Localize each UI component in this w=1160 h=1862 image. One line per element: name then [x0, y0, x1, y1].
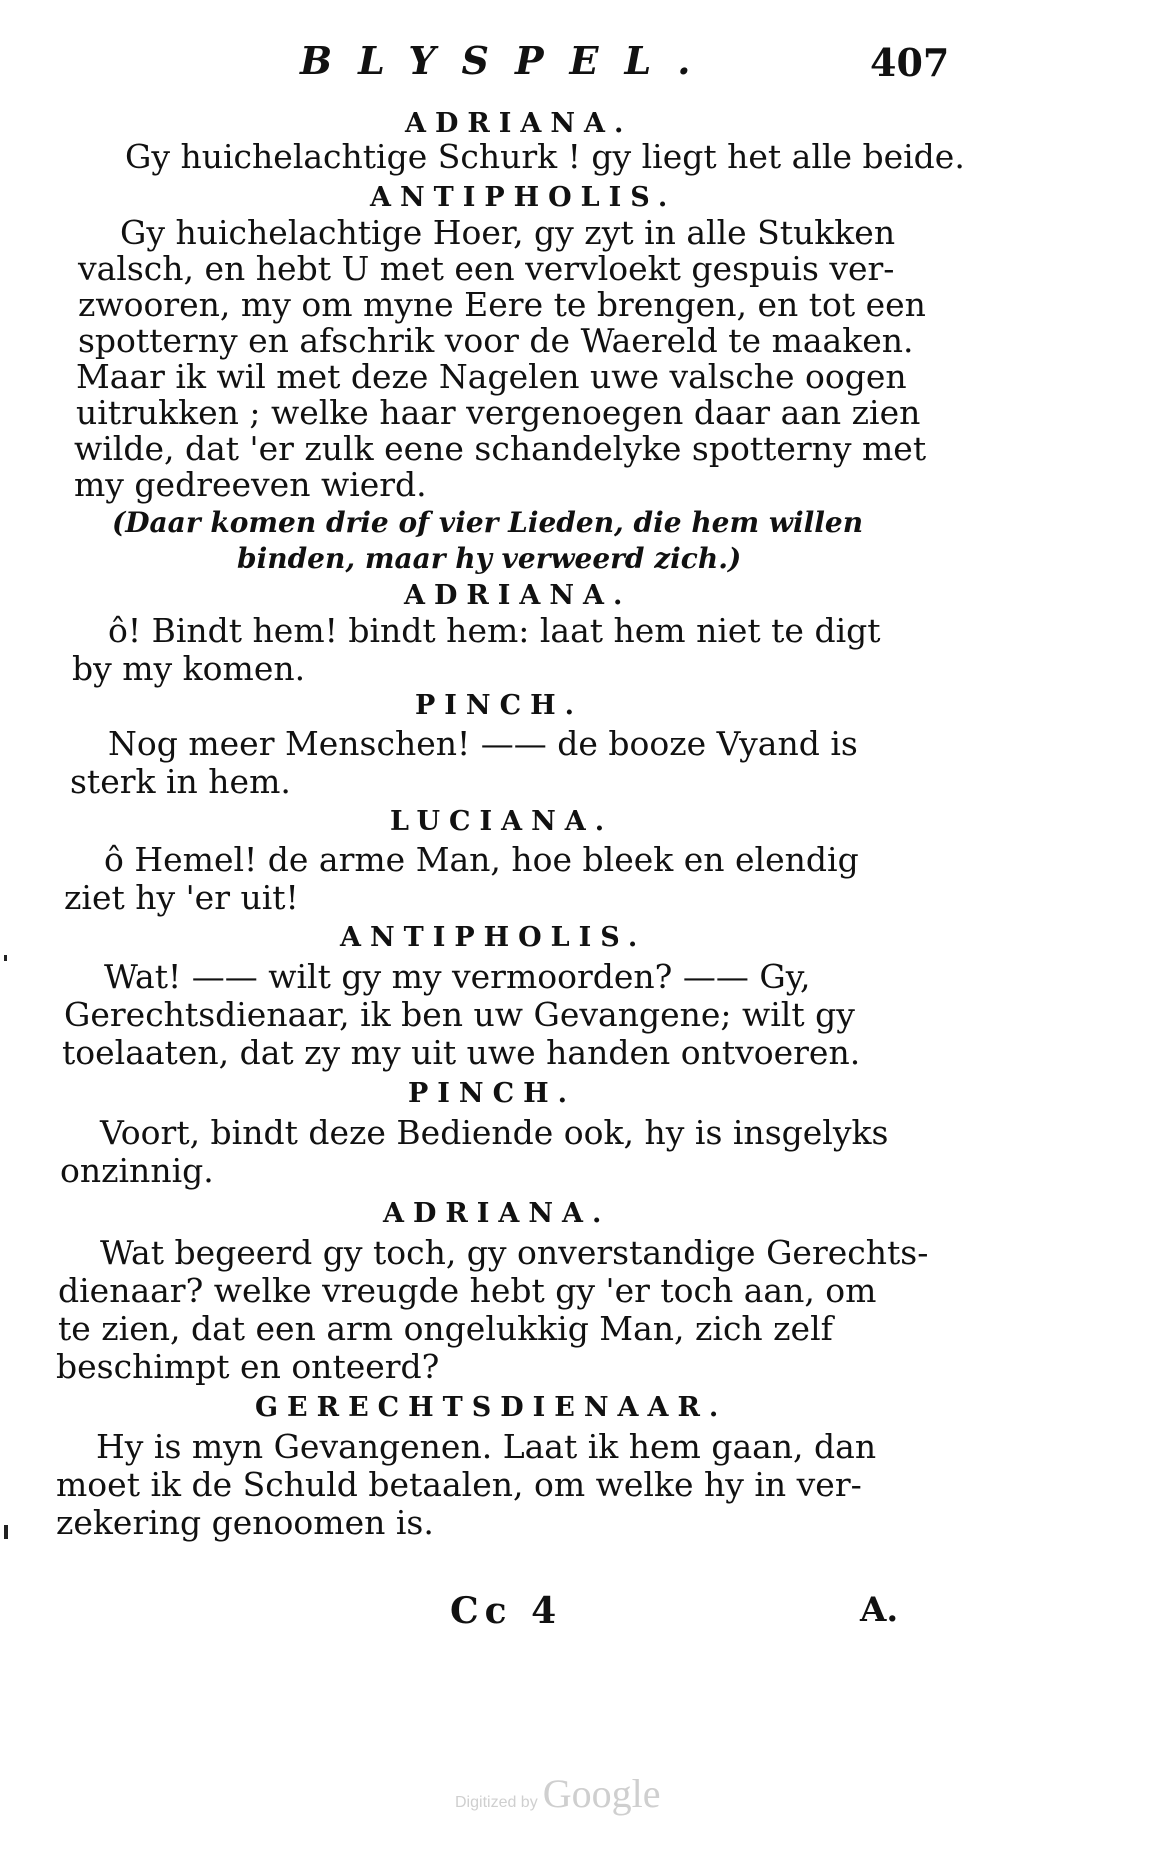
- text-line: te zien, dat een arm ongelukkig Man, zich zelf: [58, 1309, 833, 1348]
- catchword: A.: [860, 1590, 899, 1630]
- signature-mark: Cc 4: [450, 1590, 563, 1632]
- text-line: uitrukken ; welke haar vergenoegen daar aan zien: [76, 393, 921, 432]
- speaker-name: PINCH.: [408, 1078, 577, 1109]
- text-line: Wat! —— wilt gy my vermoorden? —— Gy,: [104, 957, 811, 996]
- stage-direction: (Daar komen drie of vier Lieden, die hem willen: [112, 506, 864, 539]
- margin-speck: [4, 1525, 8, 1539]
- speaker-name: LUCIANA.: [390, 806, 614, 837]
- text-line: spotterny en afschrik voor de Waereld te maaken.: [78, 321, 914, 360]
- text-line: Gerechtsdienaar, ik ben uw Gevangene; wilt gy: [64, 995, 855, 1034]
- text-line: by my komen.: [72, 649, 306, 688]
- page-number: 407: [870, 40, 950, 85]
- speaker-name: ADRIANA.: [404, 580, 632, 611]
- text-line: Nog meer Menschen! —— de booze Vyand is: [108, 724, 858, 763]
- speaker-name: PINCH.: [415, 690, 584, 721]
- watermark-logo-text: Google: [542, 1771, 661, 1816]
- text-line: wilde, dat 'er zulk eene schandelyke spotterny met: [74, 429, 927, 468]
- digitized-watermark: [455, 1770, 661, 1817]
- text-line: my gedreeven wierd.: [74, 465, 427, 504]
- text-line: zekering genoomen is.: [56, 1503, 434, 1542]
- text-line: zwooren, my om myne Eere te brengen, en tot een: [78, 285, 926, 324]
- text-line: ô Hemel! de arme Man, hoe bleek en elendig: [104, 840, 859, 879]
- text-line: sterk in hem.: [70, 762, 291, 801]
- text-line: Maar ik wil met deze Nagelen uwe valsche oogen: [76, 357, 907, 396]
- text-line: Gy huichelachtige Schurk ! gy liegt het alle beide.: [125, 137, 965, 176]
- text-line: ziet hy 'er uit!: [64, 878, 299, 917]
- speaker-name: ADRIANA.: [383, 1198, 611, 1229]
- text-line: moet ik de Schuld betaalen, om welke hy in ver-: [56, 1465, 862, 1504]
- speaker-name: GERECHTSDIENAAR.: [255, 1392, 728, 1423]
- speaker-name: ANTIPHOLIS.: [370, 182, 677, 213]
- text-line: Wat begeerd gy toch, gy onverstandige Gerechts-: [100, 1233, 929, 1272]
- text-line: Gy huichelachtige Hoer, gy zyt in alle Stukken: [120, 213, 896, 252]
- text-line: ô! Bindt hem! bindt hem: laat hem niet te digt: [108, 611, 881, 650]
- running-title: BLYSPEL.: [300, 38, 717, 83]
- text-line: valsch, en hebt U met een vervloekt gespuis ver-: [78, 249, 895, 288]
- text-line: onzinnig.: [60, 1151, 214, 1190]
- speaker-name: ANTIPHOLIS.: [340, 922, 647, 953]
- text-line: toelaaten, dat zy my uit uwe handen ontvoeren.: [62, 1033, 861, 1072]
- speaker-name: ADRIANA.: [405, 108, 633, 139]
- stage-direction: binden, maar hy verweerd zich.): [237, 542, 742, 575]
- text-line: Hy is myn Gevangenen. Laat ik hem gaan, dan: [96, 1427, 877, 1466]
- text-line: Voort, bindt deze Bediende ook, hy is insgelyks: [100, 1113, 889, 1152]
- text-line: dienaar? welke vreugde hebt gy 'er toch aan, om: [58, 1271, 877, 1310]
- margin-speck: [4, 955, 7, 961]
- text-line: beschimpt en onteerd?: [56, 1347, 440, 1386]
- watermark-small-text: Digitized by: [455, 1794, 538, 1811]
